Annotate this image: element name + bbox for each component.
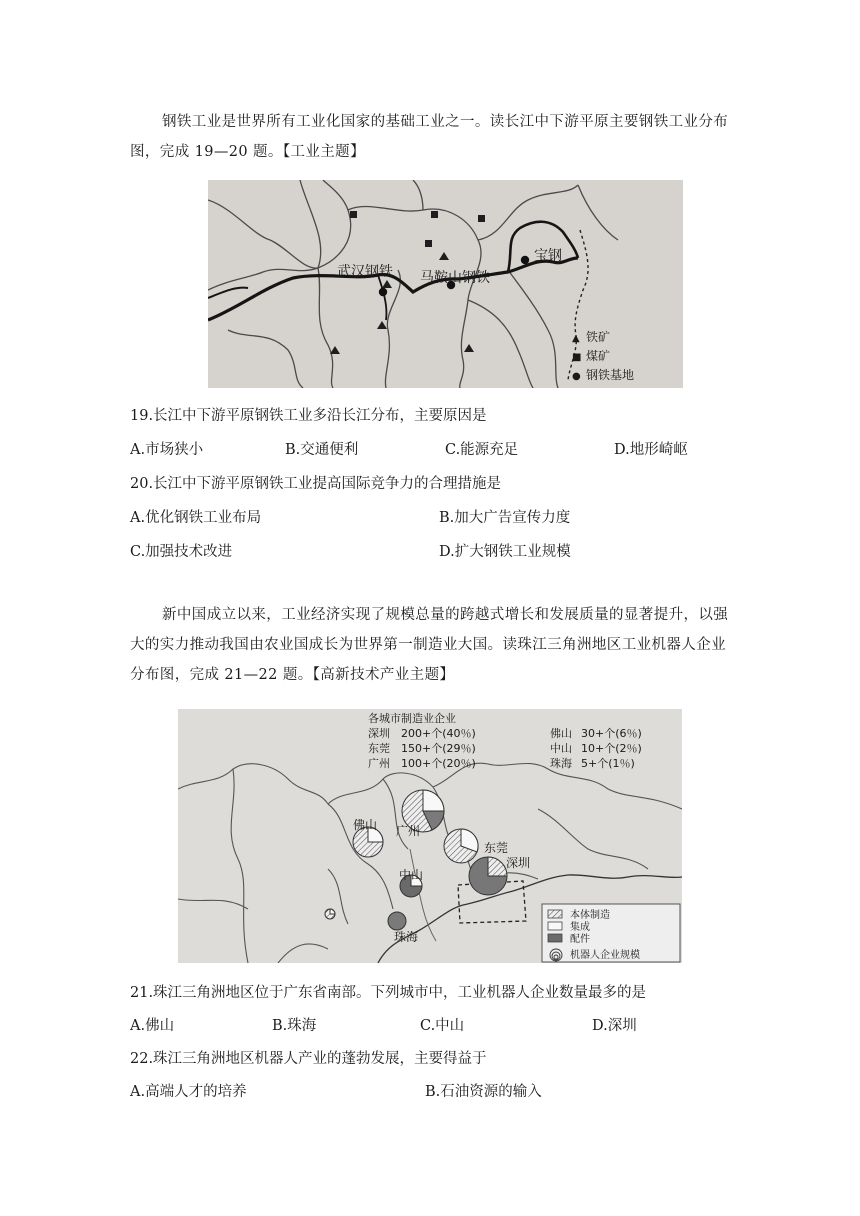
q21-option-d[interactable]: D.深圳 [592, 1018, 637, 1034]
robot-enterprise-map [178, 709, 682, 963]
table-city: 中山 [550, 742, 572, 755]
intro-line: 图，完成 19—20 题。【工业主题】 [130, 144, 365, 160]
steel-distribution-map [208, 180, 683, 388]
intro-paragraph-robot [130, 600, 730, 690]
question-20-stem: 20.长江中下游平原钢铁工业提高国际竞争力的合理措施是 [130, 476, 502, 492]
question-22-stem: 22.珠江三角洲地区机器人产业的蓬勃发展，主要得益于 [130, 1051, 487, 1067]
q20-option-d[interactable]: D.扩大钢铁工业规模 [439, 544, 571, 560]
table-city: 珠海 [550, 757, 572, 770]
q22-option-b[interactable]: B.石油资源的输入 [425, 1084, 542, 1100]
table-city: 深圳 [368, 727, 390, 740]
q19-option-a[interactable]: A.市场狭小 [130, 442, 204, 458]
wuhan-steel-label: 武汉钢铁 [337, 264, 393, 280]
q21-option-b[interactable]: B.珠海 [272, 1018, 317, 1034]
intro-line: 分布图，完成 21—22 题。【高新技术产业主题】 [130, 667, 455, 683]
q19-option-b[interactable]: B.交通便利 [285, 442, 359, 458]
q20-option-a[interactable]: A.优化钢铁工业布局 [130, 510, 262, 526]
q21-option-c[interactable]: C.中山 [420, 1018, 465, 1034]
intro-line: 钢铁工业是世界所有工业化国家的基础工业之一。读长江中下游平原主要钢铁工业分布 [162, 114, 729, 130]
table-count: 30+个(6％) [581, 727, 642, 740]
table-count: 200+个(40％) [401, 727, 476, 740]
zhuhai-label: 珠海 [394, 930, 419, 944]
q19-option-c[interactable]: C.能源充足 [445, 442, 519, 458]
shenzhen-label: 深圳 [506, 856, 531, 870]
table-city: 佛山 [550, 727, 572, 740]
city-pie-charts [325, 790, 507, 930]
question-21-stem: 21.珠江三角洲地区位于广东省南部。下列城市中，工业机器人企业数量最多的是 [130, 985, 647, 1001]
legend-body: 本体制造 [570, 910, 610, 921]
legend-steel-base: 钢铁基地 [586, 368, 635, 382]
legend-scale: 机器人企业规模 [570, 950, 640, 961]
intro-paragraph-steel [130, 107, 730, 167]
q19-option-d[interactable]: D.地形崎岖 [614, 442, 688, 458]
legend-iron-ore: 铁矿 [586, 330, 611, 344]
baogang-label: 宝钢 [534, 248, 562, 264]
foshan-label: 佛山 [353, 818, 378, 832]
map-legend [572, 329, 634, 382]
question-19-stem: 19.长江中下游平原钢铁工业多沿长江分布，主要原因是 [130, 408, 487, 424]
q22-option-a[interactable]: A.高端人才的培养 [130, 1084, 247, 1100]
legend-coal: 煤矿 [586, 349, 611, 363]
table-count: 100+个(20％) [401, 757, 476, 770]
dongguan-label: 东莞 [484, 841, 509, 855]
robot-map-legend [542, 904, 680, 962]
q20-option-c[interactable]: C.加强技术改进 [130, 544, 233, 560]
table-count: 10+个(2％) [581, 742, 642, 755]
wuhan-steel-marker [379, 288, 387, 296]
q21-option-a[interactable]: A.佛山 [130, 1018, 175, 1034]
intro-line: 新中国成立以来，工业经济实现了规模总量的跨越式增长和发展质量的显著提升，以强 [162, 607, 729, 623]
table-count: 150+个(29％) [401, 742, 476, 755]
steel-base-icon: ● [572, 371, 581, 382]
table-city: 广州 [368, 757, 390, 770]
table-city: 东莞 [368, 742, 390, 755]
baogang-steel-marker [521, 256, 529, 264]
iron-ore-icon: ▲ [572, 333, 580, 344]
coal-icon: ■ [572, 352, 582, 363]
maanshan-steel-label: 马鞍山钢铁 [420, 270, 490, 286]
intro-line: 大的实力推动我国由农业国成长为世界第一制造业大国。读珠江三角洲地区工业机器人企业 [130, 637, 726, 653]
enterprise-table [368, 711, 642, 770]
q20-option-b[interactable]: B.加大广告宣传力度 [439, 510, 571, 526]
table-count: 5+个(1％) [581, 757, 635, 770]
legend-parts: 配件 [570, 934, 590, 945]
zhongshan-label: 中山 [399, 868, 424, 882]
table-title: 各城市制造业企业 [368, 712, 456, 725]
legend-integration: 集成 [570, 922, 590, 933]
guangzhou-label: 广州 [396, 824, 421, 838]
zhuhai-pie [388, 912, 406, 930]
